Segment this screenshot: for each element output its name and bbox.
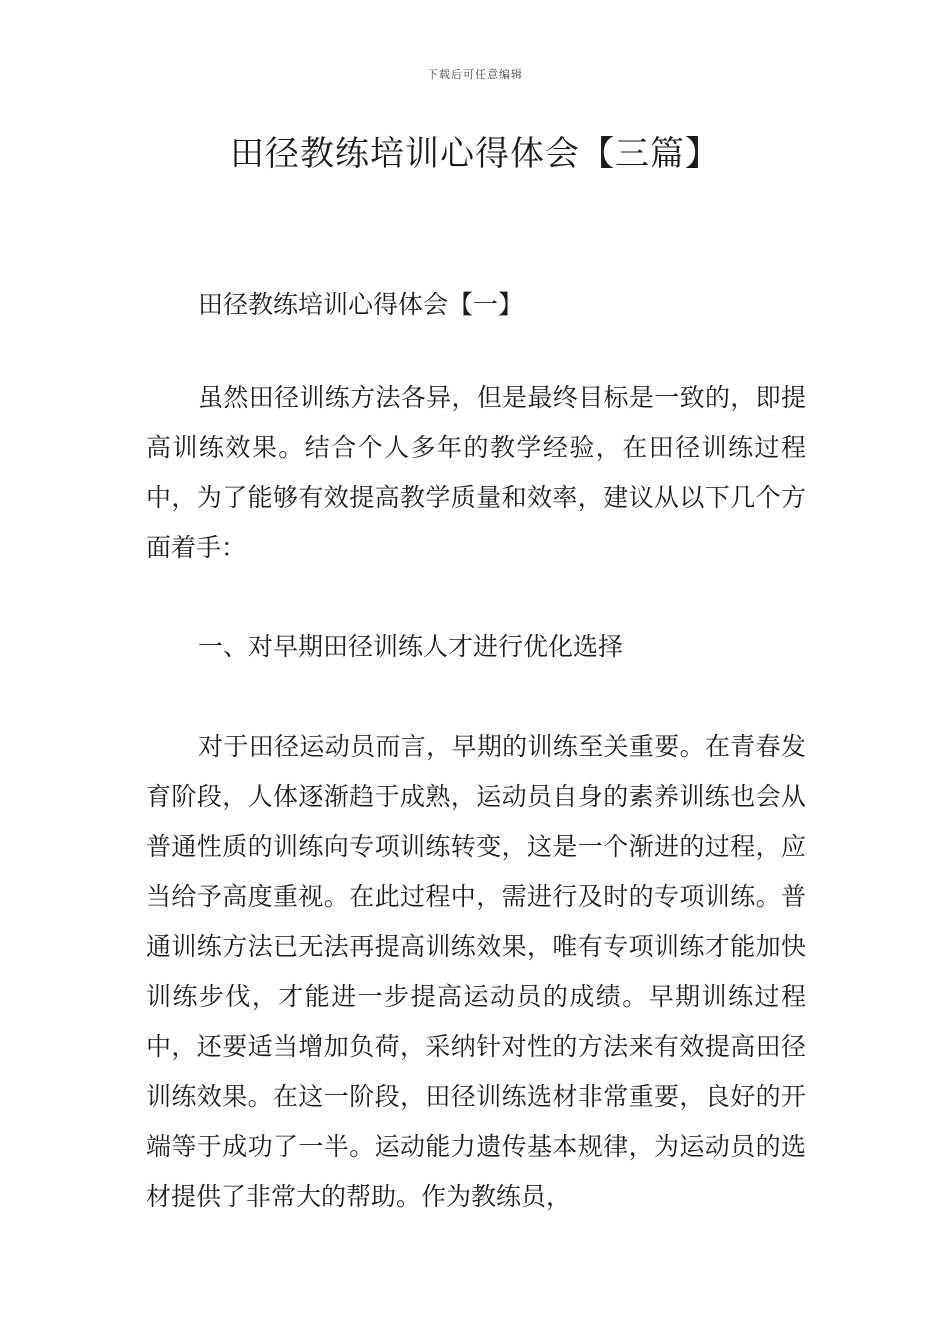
header-note: 下载后可任意编辑 — [427, 68, 523, 81]
document-title: 田径教练培训心得体会【三篇】 — [230, 134, 720, 174]
paragraph-intro: 虽然田径训练方法各异，但是最终目标是一致的，即提高训练效果。结合个人多年的教学经验，在田径训练过程中，为了能够有效提高教学质量和效率，建议从以下几个方面着手： — [146, 383, 806, 562]
point-heading-1: 一、对早期田径训练人才进行优化选择 — [198, 632, 624, 661]
section-heading: 田径教练培训心得体会【一】 — [198, 290, 524, 319]
paragraph-body: 对于田径运动员而言，早期的训练至关重要。在青春发育阶段，人体逐渐趋于成熟，运动员自身的素养训练也会从普通性质的训练向专项训练转变，这是一个渐进的过程，应当给予高度重视。在此过程中，需进行及时的专项训练。普通训练方法已无法再提高训练效果，唯有专项训练才能加快训练步伐，才能进一步提高运动员的成绩。早期训练过程中，还要适当增加负荷，采纳针对性的方法来有效提高田径训练效果。在这一阶段，田径训练选材非常重要，良好的开端等于成功了一半。运动能力遗传基本规律，为运动员的选材提供了非常大的帮助。作为教练员， — [146, 732, 806, 1211]
